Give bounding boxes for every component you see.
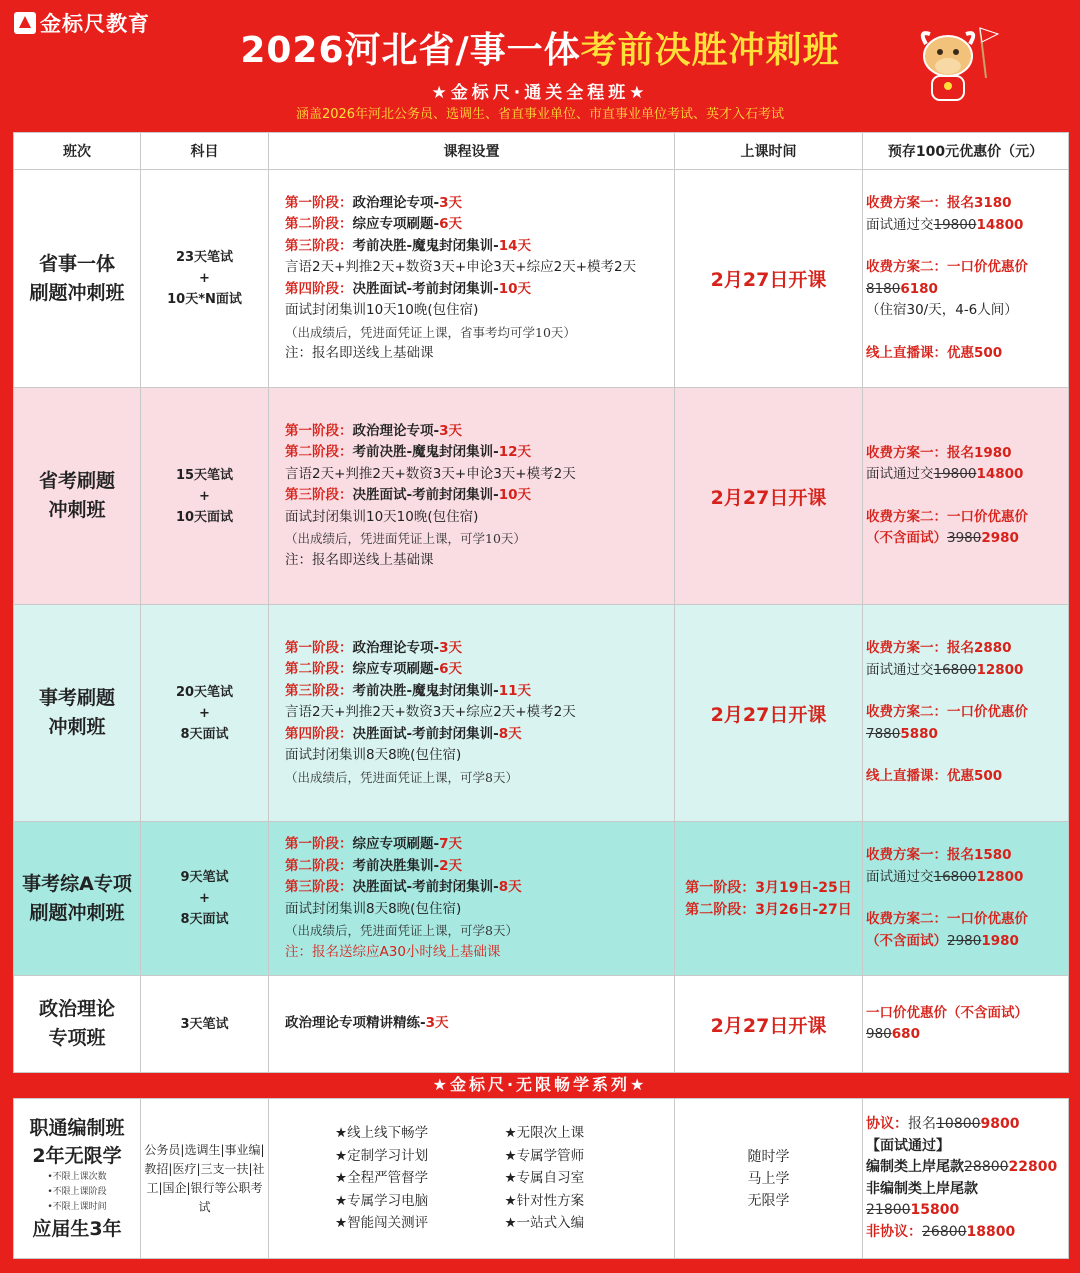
stage-date: 第一阶段：3月19日-25日: [685, 879, 852, 896]
feature-item: ★智能闯关测评: [335, 1215, 429, 1232]
course-stage: 第一阶段：政治理论专项-3天: [285, 639, 463, 656]
class-name-line: 省考刷题: [38, 470, 115, 492]
subject-cell: [141, 170, 269, 388]
subject-line: 10天面试: [175, 509, 234, 525]
course-stage: 第一阶段：政治理论专项-3天: [285, 422, 463, 439]
subject-line: +: [199, 488, 210, 504]
class-name: [14, 976, 141, 1073]
course-cell: [269, 605, 675, 822]
class-name-line: 刷题冲刺班: [29, 901, 125, 924]
table-row[interactable]: [14, 170, 1069, 388]
feature-item: ★一站式入编: [504, 1215, 585, 1232]
series-features: [269, 1099, 675, 1259]
feature-item: ★无限次上课: [504, 1125, 585, 1142]
series-perk: •不限上课次数: [47, 1172, 107, 1182]
series-subjects: 公务员|选调生|事业编|教招|医疗|三支一扶|社工|国企|银行等公职考试: [141, 1099, 269, 1259]
price-plan2: 收费方案二：一口价优惠价: [866, 508, 1028, 525]
course-stage: 第二阶段：综应专项刷题-6天: [285, 661, 463, 678]
header-cell: 课程设置: [269, 133, 675, 170]
subject-line: +: [199, 891, 210, 906]
feature-item: ★定制学习计划: [335, 1147, 429, 1164]
course-stage: 第三阶段：考前决胜-魔鬼封闭集训-11天: [285, 682, 532, 699]
price-plan1-sub: 面试通过交1680012800: [866, 661, 1024, 678]
table-header-row: [14, 133, 1069, 170]
course-gift-note: 注：报名送综应A30小时线上基础课: [285, 943, 501, 960]
price-cell: [863, 170, 1069, 388]
price-nonstaff-balance: 2180015800: [866, 1202, 960, 1218]
class-name-line: 政治理论: [38, 998, 115, 1020]
subject-line: +: [199, 705, 210, 721]
class-name-line: 省事一体: [38, 252, 115, 275]
price-nonstaff-label: 非编制类上岸尾款: [866, 1180, 978, 1197]
table-row[interactable]: [14, 822, 1069, 976]
start-date: 2月27日开课: [675, 605, 863, 822]
series-banner: ★金标尺·无限畅学系列★: [432, 1075, 648, 1094]
logo-text: 金标尺教育: [40, 12, 150, 36]
coverage-note: 涵盖2026年河北公务员、选调生、省直事业单位、市直事业单位考试、英才入石考试: [295, 107, 785, 122]
course-note: （出成绩后，凭进面凭证上课，省事考均可学10天）: [285, 324, 576, 340]
price-staff-balance: 编制类上岸尾款2880022800: [866, 1159, 1058, 1175]
header-cell: 预存100元优惠价（元）: [863, 133, 1069, 170]
page-header: [0, 0, 1080, 132]
class-name-line: 事考刷题: [38, 687, 115, 709]
series-name: [14, 1099, 141, 1259]
header-cell: 科目: [141, 133, 269, 170]
start-date: 2月27日开课: [675, 170, 863, 388]
feature-item: ★专属学习电脑: [335, 1192, 429, 1209]
course-detail: 言语2天+判推2天+数资3天+申论3天+综应2天+模考2天: [285, 259, 637, 275]
subject-line: 20天笔试: [175, 684, 234, 700]
price-plan2-value: （不含面试）29801980: [866, 932, 1019, 949]
start-date: 2月27日开课: [675, 388, 863, 605]
class-name: [14, 605, 141, 822]
course-stage: 第二阶段：考前决胜集训-2天: [285, 857, 463, 874]
price-plan1: 收费方案一：报名3180: [866, 195, 1012, 211]
ox-mascot-icon: [900, 18, 1000, 108]
subject-cell: [141, 605, 269, 822]
price-plan1: 收费方案一：报名1980: [866, 444, 1012, 461]
course-cell: [269, 388, 675, 605]
course-stage: 第三阶段：考前决胜-魔鬼封闭集训-14天: [285, 237, 532, 254]
series-table: [13, 1098, 1069, 1259]
price-plan2-value: 81806180: [866, 280, 938, 297]
subject-line: 9天笔试: [180, 870, 229, 885]
price-online: 线上直播课：优惠500: [866, 344, 1003, 361]
course-detail: 面试封闭集训8天8晚(包住宿): [285, 900, 462, 917]
price-cell: [863, 388, 1069, 605]
feature-column-left: [335, 1122, 505, 1235]
subject-cell: [141, 388, 269, 605]
series-perk: •不限上课阶段: [47, 1187, 107, 1197]
header-cell: 班次: [14, 133, 141, 170]
course-stage: 第一阶段：政治理论专项-3天: [285, 194, 463, 211]
price-agreement: 协议：报名108009800: [866, 1116, 1020, 1132]
course-note: （出成绩后，凭进面凭证上课，可学8天）: [285, 769, 518, 785]
header-cell: 上课时间: [675, 133, 863, 170]
page-subtitle: ★金标尺·通关全程班★: [431, 83, 649, 103]
course-cell: [269, 976, 675, 1073]
course-detail: 注：报名即送线上基础课: [285, 551, 434, 568]
price-oneprice-value: 980680: [866, 1026, 920, 1042]
course-stage: 第四阶段：决胜面试-考前封闭集训-8天: [285, 725, 522, 742]
series-name-big: 2年无限学: [32, 1145, 122, 1167]
class-name: [14, 822, 141, 976]
price-non-agreement: 非协议：2680018800: [866, 1223, 1016, 1240]
price-plan2: 收费方案二：一口价优惠价: [866, 704, 1028, 721]
course-stage: 第三阶段：决胜面试-考前封闭集训-8天: [285, 879, 522, 895]
class-name: [14, 388, 141, 605]
class-name: [14, 170, 141, 388]
course-cell: [269, 822, 675, 976]
feature-item: ★全程严管督学: [335, 1170, 429, 1187]
price-plan1: 收费方案一：报名1580: [866, 847, 1012, 863]
subject-line: 15天笔试: [175, 467, 234, 483]
class-name-line: 专项班: [48, 1027, 106, 1049]
start-date: 2月27日开课: [675, 976, 863, 1073]
course-stage: 第一阶段：综应专项刷题-7天: [285, 836, 463, 852]
start-date: [675, 822, 863, 976]
subject-cell: [141, 822, 269, 976]
subject-line: 23天笔试: [175, 250, 234, 265]
series-time-line: 随时学: [747, 1148, 790, 1165]
class-name-line: 冲刺班: [48, 716, 106, 738]
course-note: （出成绩后，凭进面凭证上课，可学10天）: [285, 531, 526, 547]
stage-date: 第二阶段：3月26日-27日: [685, 901, 852, 918]
price-cell: [863, 976, 1069, 1073]
feature-item: ★针对性方案: [504, 1192, 585, 1209]
title-part1: 2026河北省/事一体: [240, 30, 581, 71]
course-stage: 第三阶段：决胜面试-考前封闭集训-10天: [285, 487, 532, 504]
price-plan2-value: 78805880: [866, 725, 938, 742]
course-detail: 面试封闭集训10天10晚(包住宿): [285, 508, 479, 525]
course-cell: [269, 170, 675, 388]
course-detail: 注：报名即送线上基础课: [285, 345, 434, 361]
title-part2: 考前决胜冲刺班: [580, 30, 840, 71]
subject-line: 8天面试: [180, 726, 229, 742]
course-detail: 言语2天+判推2天+数资3天+综应2天+模考2天: [285, 704, 576, 721]
course-detail: 言语2天+判推2天+数资3天+申论3天+模考2天: [285, 465, 576, 482]
feature-item: ★专属自习室: [504, 1170, 585, 1187]
series-name-sub: 应届生3年: [32, 1218, 122, 1240]
series-time-line: 无限学: [747, 1192, 790, 1209]
price-plan2-value: （不含面试）39802980: [866, 530, 1019, 546]
class-name-line: 刷题冲刺班: [29, 281, 125, 304]
price-cell: [863, 822, 1069, 976]
subject-line: +: [199, 271, 210, 286]
course-detail: 面试封闭集训10天10晚(包住宿): [285, 302, 479, 318]
class-name-line: 冲刺班: [48, 499, 106, 521]
price-plan1-sub: 面试通过交1680012800: [866, 868, 1024, 885]
feature-column-right: [505, 1122, 675, 1235]
course-table: [13, 132, 1069, 1073]
price-plan1-sub: 面试通过交1980014800: [866, 216, 1024, 233]
series-name-main: 职通编制班: [29, 1117, 125, 1139]
course-stage: 第二阶段：考前决胜-魔鬼封闭集训-12天: [285, 444, 532, 461]
series-time-line: 马上学: [747, 1170, 790, 1187]
price-online: 线上直播课：优惠500: [866, 768, 1003, 785]
subject-line: 3天笔试: [180, 1016, 229, 1032]
series-price: [863, 1099, 1069, 1259]
subject-cell: [141, 976, 269, 1073]
feature-item: ★线上线下畅学: [335, 1125, 429, 1142]
price-extra-note: （住宿30/天，4-6人间）: [866, 302, 1018, 318]
price-plan2: 收费方案二：一口价优惠价: [866, 911, 1028, 927]
course-stage: 第四阶段：决胜面试-考前封闭集训-10天: [285, 280, 532, 297]
price-plan1: 收费方案一：报名2880: [866, 640, 1012, 657]
table-row[interactable]: [14, 605, 1069, 822]
series-perk: •不限上课时间: [47, 1202, 107, 1212]
table-row[interactable]: [14, 388, 1069, 605]
price-plan1-sub: 面试通过交1980014800: [866, 466, 1024, 482]
price-plan2: 收费方案二：一口价优惠价: [866, 259, 1028, 275]
price-oneprice: 一口价优惠价（不含面试）: [866, 1004, 1028, 1021]
price-cell: [863, 605, 1069, 822]
feature-item: ★专属学管师: [504, 1147, 585, 1164]
subject-line: 10天*N面试: [167, 292, 242, 307]
price-interview-passed: 【面试通过】: [866, 1137, 950, 1154]
table-row[interactable]: [14, 1099, 1069, 1259]
series-time: [675, 1099, 863, 1259]
subject-line: 8天面试: [180, 912, 229, 927]
course-stage: 第二阶段：综应专项刷题-6天: [285, 216, 463, 232]
course-stage: 政治理论专项精讲精练-3天: [285, 1015, 449, 1032]
course-note: （出成绩后，凭进面凭证上课，可学8天）: [285, 923, 518, 938]
class-name-line: 事考综A专项: [22, 872, 132, 895]
table-row[interactable]: [14, 976, 1069, 1073]
course-detail: 面试封闭集训8天8晚(包住宿): [285, 747, 462, 764]
